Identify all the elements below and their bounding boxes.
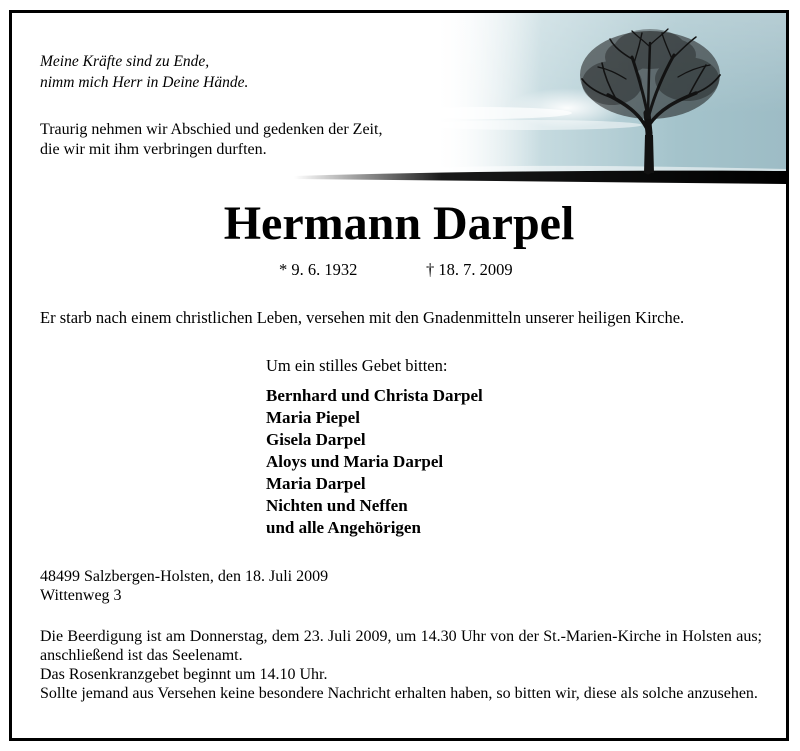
death-date: † 18. 7. 2009	[426, 260, 513, 279]
mourner-item: Gisela Darpel	[266, 430, 366, 449]
motto-verse	[40, 51, 248, 93]
funeral-notice: Die Beerdigung ist am Donnerstag, dem 23. Juli 2009, um 14.30 Uhr von der St.-Marien-Kirche in Holsten aus; anschließend ist das Seelenamt.	[40, 628, 762, 664]
intro-line: Traurig nehmen wir Abschied und gedenken der Zeit,	[40, 121, 383, 138]
tree-landscape-illustration	[12, 13, 786, 198]
intro-text	[40, 120, 382, 160]
prayer-request: Um ein stilles Gebet bitten:	[266, 356, 448, 375]
deceased-name: Hermann Darpel	[223, 197, 575, 250]
life-statement: Er starb nach einem christlichen Leben, versehen mit den Gnadenmitteln unserer heiligen Kirche.	[40, 308, 685, 327]
intro-line: die wir mit ihm verbringen durften.	[40, 141, 267, 158]
mourner-item: Maria Piepel	[266, 408, 360, 427]
address-place-date: 48499 Salzbergen-Holsten, den 18. Juli 2009	[40, 568, 329, 585]
address-street: Wittenweg 3	[40, 587, 122, 604]
rosary-notice: Das Rosenkranzgebet beginnt um 14.10 Uhr.	[40, 666, 328, 683]
mourner-item: Aloys und Maria Darpel	[266, 452, 444, 471]
motto-line: nimm mich Herr in Deine Hände.	[40, 74, 249, 91]
mourner-item: Maria Darpel	[266, 474, 366, 493]
mourner-item: Bernhard und Christa Darpel	[266, 386, 483, 405]
motto-line: Meine Kräfte sind zu Ende,	[40, 53, 210, 70]
disclaimer-notice: Sollte jemand aus Versehen keine besondere Nachricht erhalten haben, so bitten wir, diese als solche anzusehen.	[40, 685, 758, 702]
mourners-list	[266, 385, 483, 539]
address-block	[40, 567, 328, 605]
birth-date: * 9. 6. 1932	[279, 260, 358, 279]
mourner-item: und alle Angehörigen	[266, 518, 421, 537]
mourner-item: Nichten und Neffen	[266, 496, 408, 515]
obituary-frame	[9, 10, 789, 741]
funeral-notices	[40, 627, 762, 703]
